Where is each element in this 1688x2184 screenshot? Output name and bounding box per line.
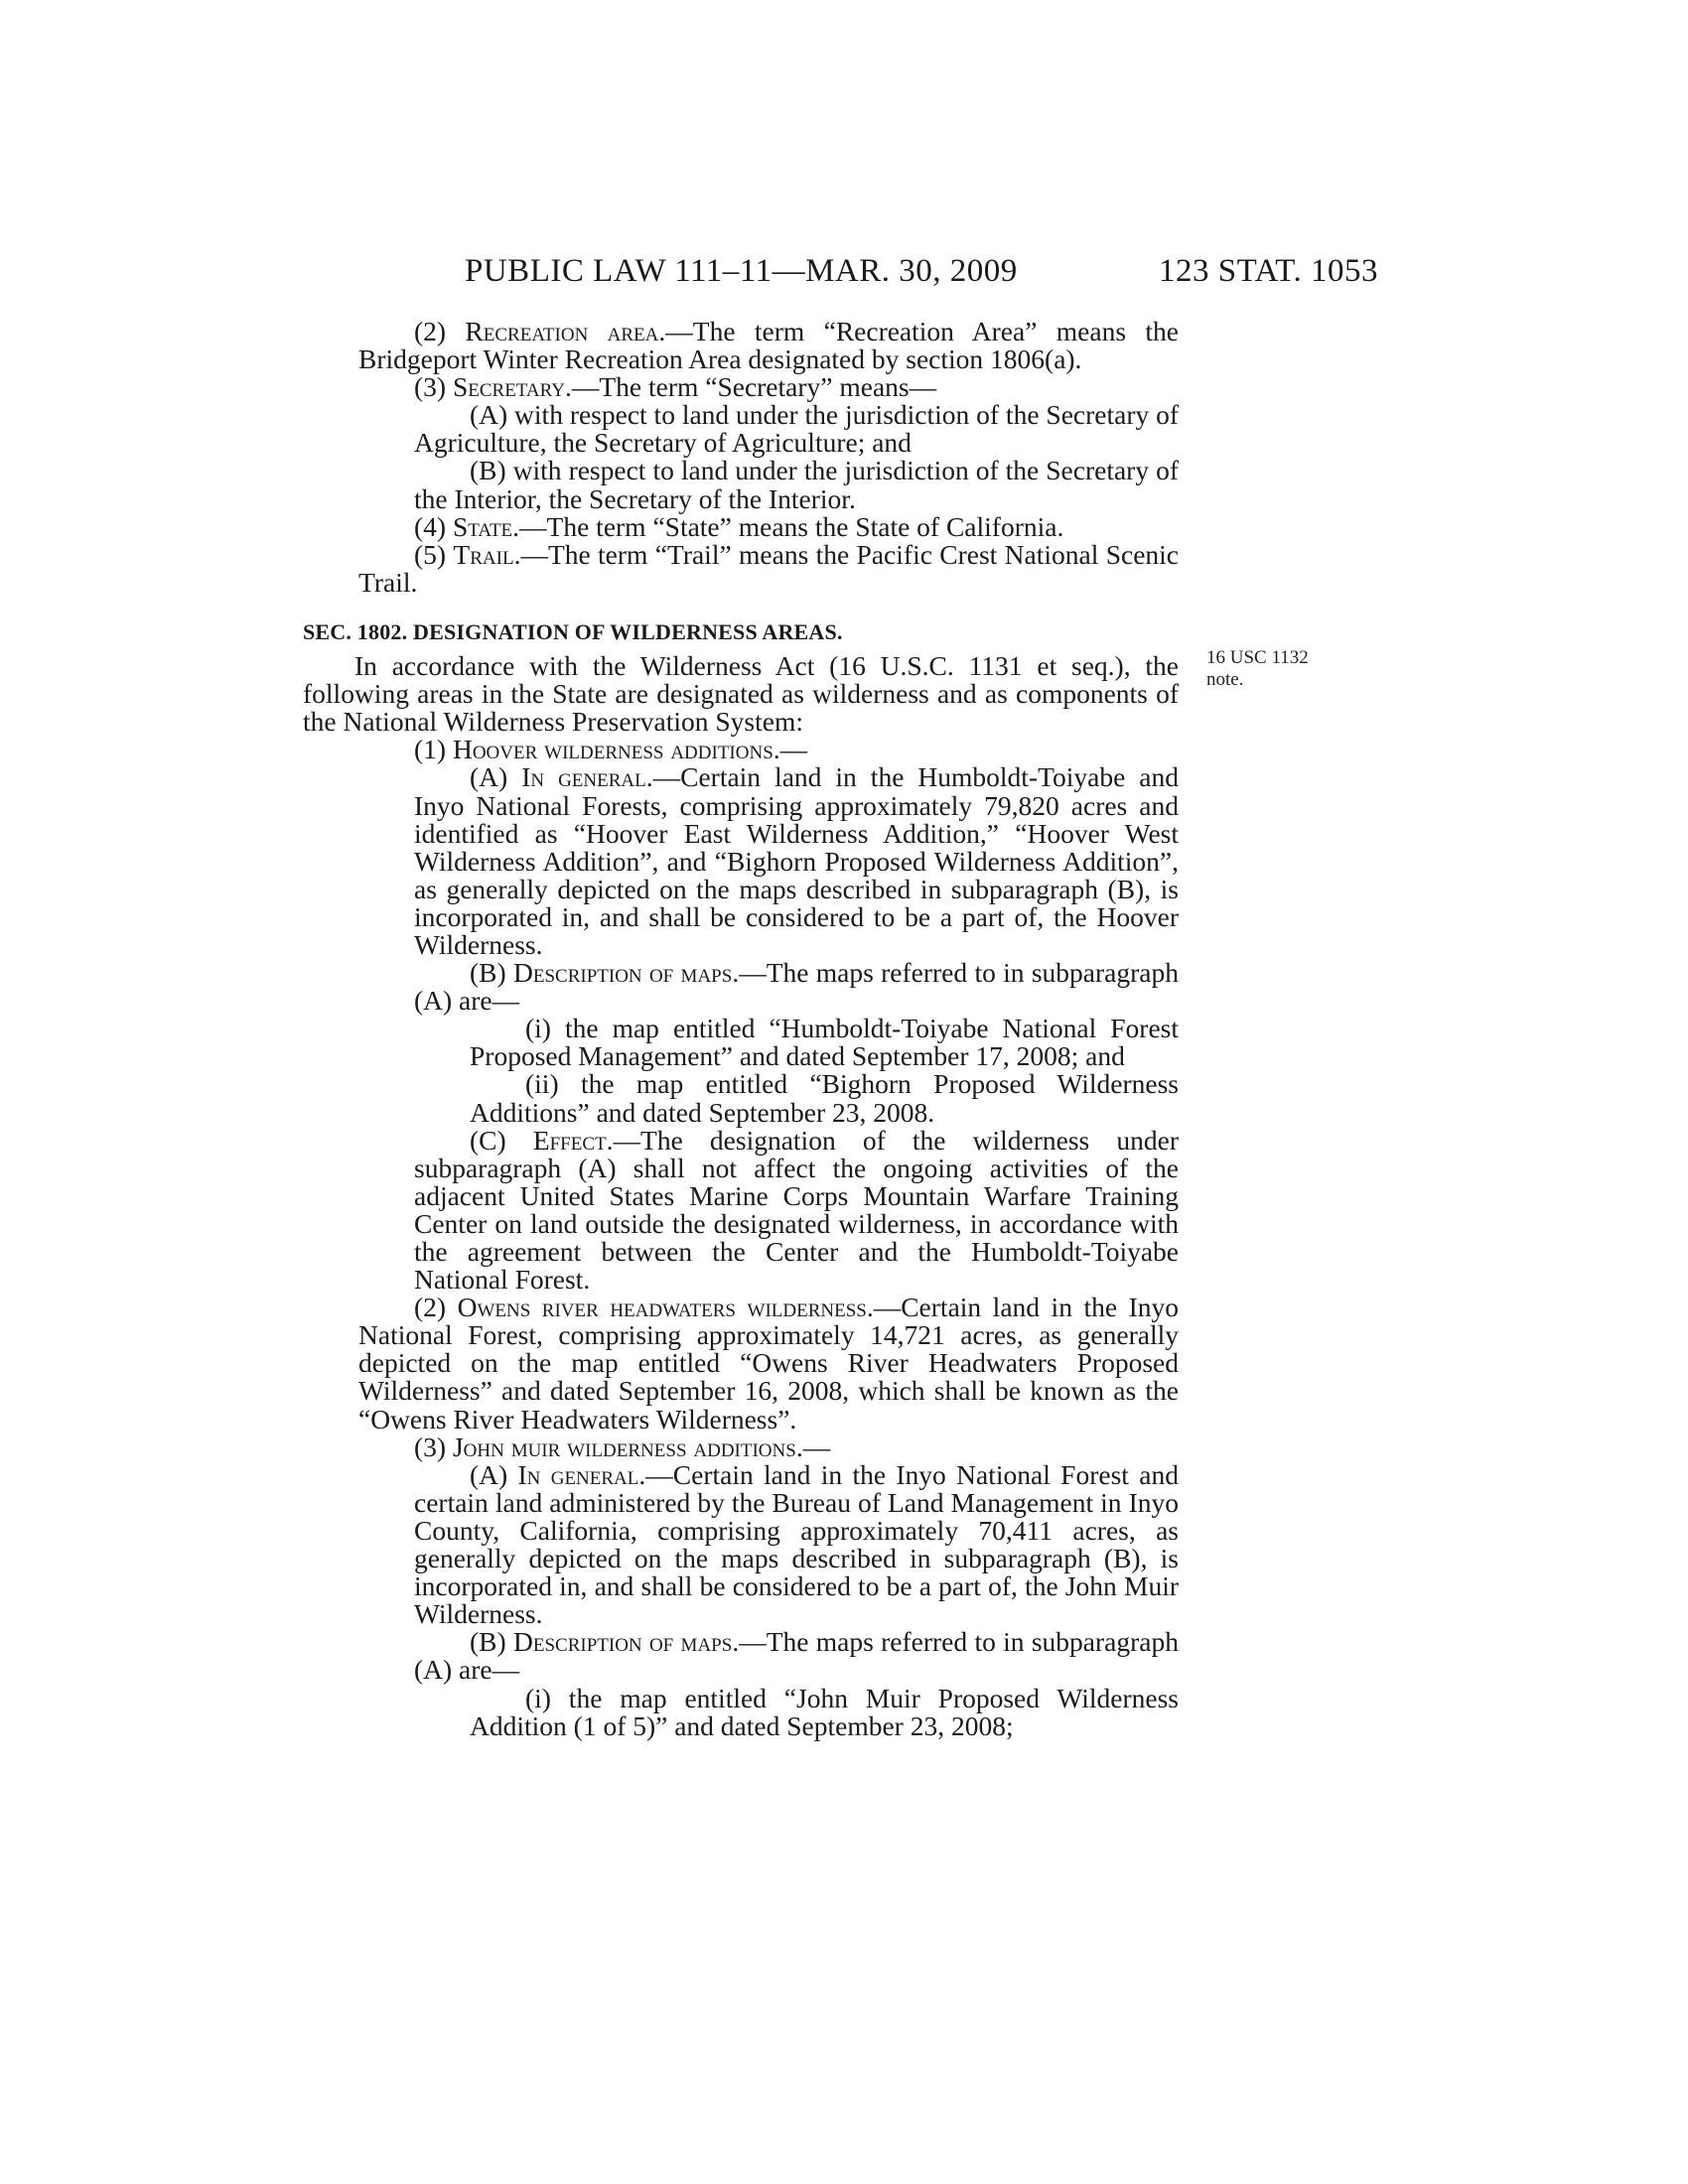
hoover-in-general: (A) In general.—Certain land in the Humboldt-Toiyabe and Inyo National Forests, comprising approximately 79,820 acres and identified as “Hoover East Wilderness Addition,” “Hoover West Wilderness Addition”, and “Bighorn Proposed Wilderness Addition”, as generally depicted on the maps described in subparagraph (B), is incorporated in, and shall be considered to be a part of, the Hoover Wilderness. <box>414 761 1179 960</box>
hoover-map-ii: (ii) the map entitled “Bighorn Proposed Wilderness Additions” and dated September 23, 2008. <box>470 1068 1179 1128</box>
document-body <box>303 318 1179 1740</box>
item-heading: In general <box>521 761 646 793</box>
margin-note <box>1206 647 1309 691</box>
public-law-title: PUBLIC LAW 111–11—MAR. 30, 2009 <box>465 253 1018 289</box>
item-heading: Hoover wilderness additions <box>452 734 774 765</box>
page-header <box>465 253 1378 293</box>
term-heading: State <box>452 510 513 542</box>
term-heading: Trail <box>453 538 514 570</box>
definition-state: (4) State.—The term “State” means the State of California. <box>414 510 1064 542</box>
item-heading: John muir wilderness additions <box>452 1431 796 1462</box>
term-heading: Recreation area <box>465 316 659 346</box>
item-heading: Owens river headwaters wilderness <box>457 1292 867 1323</box>
definition-secretary-b: (B) with respect to land under the jurisdiction of the Secretary of the Interior, the Secretary of the Interior. <box>414 455 1179 514</box>
hoover-map-i: (i) the map entitled “Humboldt-Toiyabe National Forest Proposed Management” and dated September 17, 2008; and <box>470 1013 1179 1072</box>
hoover-wilderness-additions: (1) Hoover wilderness additions.— <box>414 734 808 765</box>
john-muir-description-of-maps: (B) Description of maps.—The maps referred to in subparagraph (A) are— <box>414 1626 1179 1686</box>
hoover-description-of-maps: (B) Description of maps.—The maps referred to in subparagraph (A) are— <box>414 957 1179 1017</box>
john-muir-wilderness-additions: (3) John muir wilderness additions.— <box>414 1431 831 1462</box>
section-intro: In accordance with the Wilderness Act (16 U.S.C. 1131 et seq.), the following areas in the State are designated as wilderness and as components of the National Wilderness Preservation System: <box>303 650 1179 738</box>
definition-trail: (5) Trail.—The term “Trail” means the Pacific Crest National Scenic Trail. <box>358 538 1179 598</box>
item-heading: Description of maps <box>512 957 733 989</box>
definition-recreation-area: (2) Recreation area.—The term “Recreation Area” means the Bridgeport Winter Recreation Area designated by section 1806(a). <box>358 316 1179 375</box>
definition-secretary: (3) Secretary.—The term “Secretary” means— <box>414 371 937 403</box>
item-heading: In general <box>517 1458 639 1490</box>
item-heading: Effect <box>532 1124 607 1156</box>
owens-river-headwaters-wilderness: (2) Owens river headwaters wilderness.—Certain land in the Inyo National Forest, comprising approximately 14,721 acres, as generally depicted on the map entitled “Owens River Headwaters Proposed Wilderness” and dated September 16, 2008, which shall be known as the “Owens River Headwaters Wilderness”. <box>358 1292 1179 1434</box>
section-heading: SEC. 1802. DESIGNATION OF WILDERNESS AREAS. <box>303 618 843 644</box>
item-heading: Description of maps <box>512 1626 733 1658</box>
john-muir-map-i: (i) the map entitled “John Muir Proposed Wilderness Addition (1 of 5)” and dated September 23, 2008; <box>470 1682 1179 1741</box>
hoover-effect: (C) Effect.—The designation of the wilderness under subparagraph (A) shall not affect the ongoing activities of the adjacent United States Marine Corps Mountain Warfare Training Center on land outside the designated wilderness, in accordance with the agreement between the Center and the Humboldt-Toiyabe National Forest. <box>414 1124 1179 1296</box>
margin-note-citation: 16 USC 1132 <box>1206 647 1309 668</box>
john-muir-in-general: (A) In general.—Certain land in the Inyo National Forest and certain land administered by the Bureau of Land Management in Inyo County, California, comprising approximately 70,411 acres, as generally depicted on the maps described in subparagraph (B), is incorporated in, and shall be considered to be a part of, the John Muir Wilderness. <box>414 1458 1179 1630</box>
definition-secretary-a: (A) with respect to land under the jurisdiction of the Secretary of Agriculture, the Secretary of Agriculture; and <box>414 399 1180 459</box>
term-heading: Secretary <box>452 371 565 403</box>
statute-page-number: 123 STAT. 1053 <box>1158 253 1378 289</box>
margin-note-label: note. <box>1206 669 1244 690</box>
